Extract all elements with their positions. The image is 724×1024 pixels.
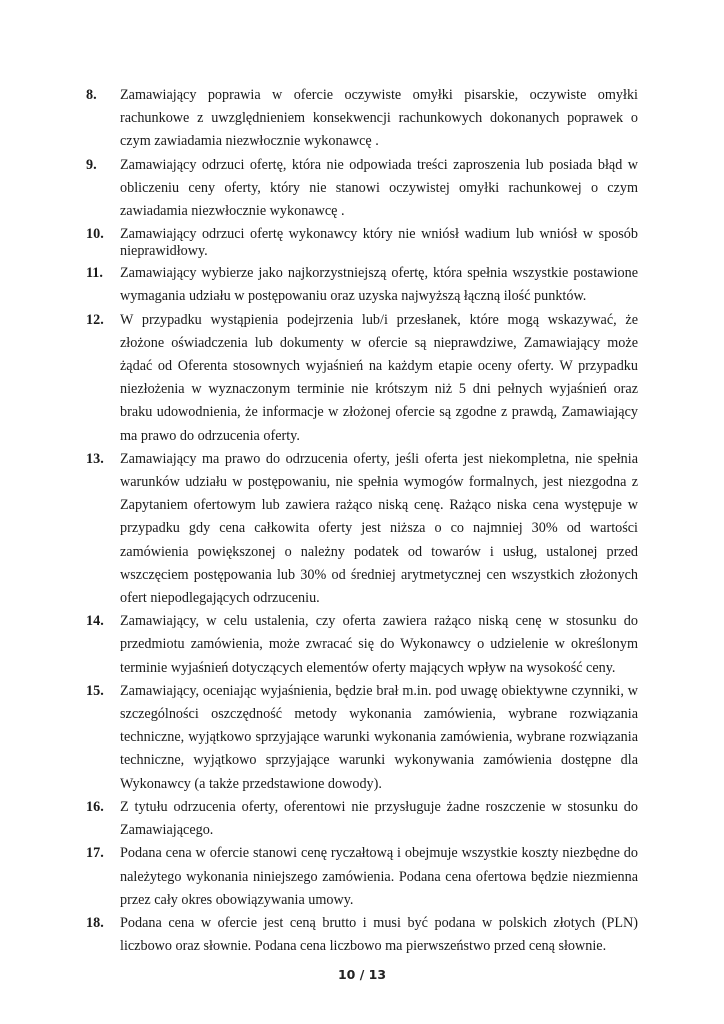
clause-text: Zamawiający ma prawo do odrzucenia oferty, jeśli oferta jest niekompletna, nie spełnia warunków udziału w postępowaniu, nie spełnia wymogów formalnych, jest niezgodna z Zapytaniem ofertowym lub zawiera rażąco niską cenę. Rażąco niska cena występuje w przypadku gdy cena całkowita oferty jest niższa o co najmniej 30% od wartości zamówienia powiększonej o należny podatek od towarów i usług, ustalonej przed wszczęciem postępowania lub 30% od średniej arytmetycznej cen wszystkich złożonych ofert niepodlegających odrzuceniu. (120, 450, 638, 607)
clause-number: 8. (86, 87, 97, 103)
clause-text: Podana cena w ofercie stanowi cenę ryczałtową i obejmuje wszystkie koszty niezbędne do należytego wykonania niniejszego zamówienia. Podana cena ofertowa będzie niezmienna przez cały okres obowiązywania umowy. (120, 845, 638, 908)
numbered-clause-list (86, 84, 638, 958)
clause-text: Zamawiający wybierze jako najkorzystniejszą ofertę, która spełnia wszystkie postawione wymagania udziału w postępowaniu oraz uzyska najwyższą łączną ilość punktów. (120, 265, 638, 305)
page-number: 10 / 13 (337, 967, 387, 982)
clause-item-11 (86, 262, 638, 308)
clause-text: Zamawiający odrzuci ofertę wykonawcy który nie wniósł wadium lub wniósł w sposób nieprawidłowy. (120, 226, 638, 259)
clause-number: 16. (86, 798, 104, 815)
clause-text: Zamawiający poprawia w ofercie oczywiste omyłki pisarskie, oczywiste omyłki rachunkowe z uwzględnieniem konsekwencji rachunkowych dokonanych poprawek o czym zawiadamia niezwłocznie wykonawcę . (120, 87, 638, 150)
clause-text: Z tytułu odrzucenia oferty, oferentowi nie przysługuje żadne roszczenie w stosunku do Zamawiającego. (120, 798, 638, 839)
clause-item-14 (86, 610, 638, 680)
clause-number: 14. (86, 613, 104, 630)
clause-number: 15. (86, 682, 104, 699)
clause-text: Zamawiający odrzuci ofertę, która nie odpowiada treści zaproszenia lub posiada błąd w obliczeniu ceny oferty, który nie stanowi oczywistej omyłki rachunkowej o czym zawiadamia niezwłocznie wykonawcę . (120, 156, 638, 220)
clause-text: Zamawiający, w celu ustalenia, czy oferta zawiera rażąco niską cenę w stosunku do przedmiotu zamówienia, może zwracać się do Wykonawcy o udzielenie w określonym terminie wyjaśnień dotyczących elementów oferty mających wpływ na wysokość ceny. (120, 613, 638, 676)
clause-text: Podana cena w ofercie jest ceną brutto i musi być podana w polskich złotych (PLN) liczbowo oraz słownie. Podana cena liczbowo ma pierwszeństwo przed ceną słownie. (120, 914, 638, 955)
clause-number: 13. (86, 450, 104, 467)
clause-number: 12. (86, 311, 104, 328)
clause-item-13 (86, 448, 638, 610)
clause-number: 9. (86, 156, 97, 173)
clause-item-18 (86, 912, 638, 958)
clause-item-17 (86, 842, 638, 912)
clause-item-16 (86, 796, 638, 842)
clause-number: 11. (86, 265, 103, 282)
clause-item-8 (86, 84, 638, 154)
clause-number: 17. (86, 845, 104, 862)
clause-number: 10. (86, 226, 104, 243)
clause-item-10 (86, 223, 638, 262)
clause-item-12 (86, 309, 638, 448)
clause-number: 18. (86, 914, 104, 931)
clause-text: W przypadku wystąpienia podejrzenia lub/i przesłanek, które mogą wskazywać, że złożone oświadczenia lub dokumenty w ofercie są nieprawdziwe, Zamawiający może żądać od Oferenta stosownych wyjaśnień na każdym etapie oceny oferty. W przypadku niezłożenia w wyznaczonym terminie nie krótszym niż 5 dni pełnych wyjaśnień oraz braku udowodnienia, że informacje w złożonej ofercie są zgodne z prawdą, Zamawiający ma prawo do odrzucenia oferty. (120, 311, 638, 444)
clause-item-15 (86, 680, 638, 796)
clause-item-9 (86, 154, 638, 224)
clause-text: Zamawiający, oceniając wyjaśnienia, będzie brał m.in. pod uwagę obiektywne czynniki, w szczególności oszczędność metody wykonania zamówienia, wybrane rozwiązania techniczne, wyjątkowo sprzyjające warunki wykonania zamówienia, wybrane rozwiązania techniczne, wyjątkowo sprzyjające warunki wykonywania zamówienia dostępne dla Wykonawcy (a także przedstawione dowody). (120, 682, 638, 792)
